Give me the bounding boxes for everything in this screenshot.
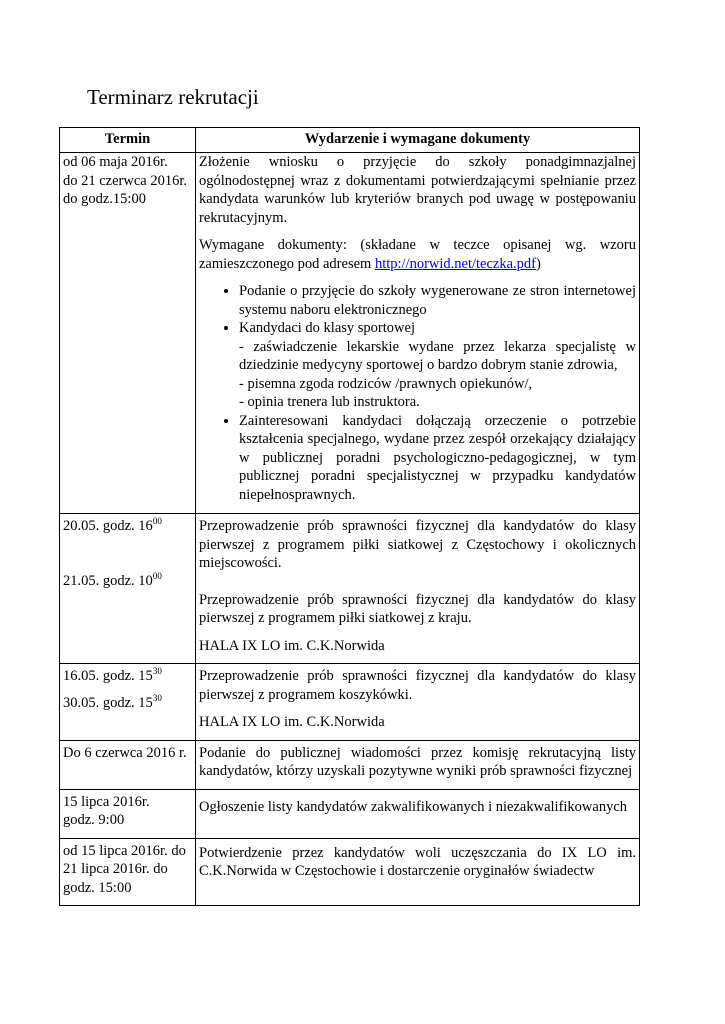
- term-line: do 21 czerwca 2016r.: [63, 172, 188, 189]
- table-row: [60, 153, 640, 514]
- term-line: 21 lipca 2016r. do: [63, 861, 168, 877]
- term-line: od 06 maja 2016r.: [63, 154, 168, 170]
- term-time: 20.05. godz. 16: [63, 518, 153, 534]
- term-cell: [60, 838, 196, 906]
- term-line: [63, 517, 192, 536]
- table-header-row: [60, 128, 640, 153]
- recruitment-schedule-table: [59, 127, 640, 906]
- sub-item: - opinia trenera lub instruktora.: [239, 394, 420, 410]
- list-item-text: Kandydaci do klasy sportowej: [239, 320, 415, 336]
- list-item: [239, 282, 636, 319]
- required-documents-list: [199, 282, 636, 504]
- term-line: do godz.15:00: [63, 191, 146, 207]
- sub-item: - zaświadczenie lekarskie wydane przez lekarza specjalistę w dziedzinie medycyny sportowej o bardzo dobrym stanie zdrowia,: [239, 338, 636, 373]
- term-line: [63, 667, 192, 686]
- term-cell: [60, 514, 196, 664]
- list-item: [239, 412, 636, 505]
- page-title: Terminarz rekrutacji: [87, 85, 259, 109]
- folder-template-link[interactable]: http://norwid.net/teczka.pdf: [374, 255, 537, 272]
- table-row: [60, 664, 640, 741]
- list-item: [239, 319, 636, 412]
- event-description: Potwierdzenie przez kandydatów woli uczęszczania do IX LO im. C.K.Norwida w Częstochowie i dostarczenie oryginałów świadectw: [199, 844, 636, 879]
- term-time: 21.05. godz. 10: [63, 572, 153, 589]
- term-minutes: 30: [152, 666, 162, 677]
- table-row: [60, 514, 640, 664]
- term-line: 15 lipca 2016r.: [63, 793, 150, 810]
- term-time: 16.05. godz. 15: [63, 668, 153, 684]
- event-description: Podanie do publicznej wiadomości przez komisję rekrutacyjną listy kandydatów, którzy uzyskali pozytywne wyniki prób sprawności fizycznej: [199, 744, 636, 779]
- event-cell: [196, 740, 640, 789]
- term-line: godz. 9:00: [63, 812, 125, 828]
- table-row: [60, 740, 640, 789]
- list-item-text: Zainteresowani kandydaci dołączają orzeczenie o potrzebie kształcenia specjalnego, wydane przez zespół orzekający działający w publicznej poradni psychologiczno-pedagogicznej, w tym publicznej poradni specjalistycznej w przypadku kandydatów niepełnosprawnych.: [239, 412, 636, 503]
- event-place: HALA IX LO im. C.K.Norwida: [199, 714, 385, 730]
- term-line: [63, 572, 192, 591]
- header-term: Termin: [60, 128, 196, 153]
- event-cell: [196, 789, 640, 838]
- term-line: od 15 lipca 2016r. do: [63, 842, 186, 859]
- term-cell: Do 6 czerwca 2016 r.: [60, 740, 196, 789]
- term-cell: [60, 789, 196, 838]
- header-event: Wydarzenie i wymagane dokumenty: [196, 128, 640, 153]
- docs-intro-text: Wymagane dokumenty: (składane w teczce opisanej wg. wzoru zamieszczonego pod adresem: [199, 237, 636, 272]
- term-cell: [60, 664, 196, 741]
- sub-item: - pisemna zgoda rodziców /prawnych opiekunów/,: [239, 375, 533, 392]
- term-line: [63, 694, 192, 713]
- event-cell: [196, 153, 640, 514]
- term-minutes: 00: [152, 570, 162, 581]
- event-cell: [196, 664, 640, 741]
- term-minutes: 00: [152, 516, 162, 527]
- required-documents-intro: [199, 236, 636, 273]
- event-description: Przeprowadzenie prób sprawności fizycznej dla kandydatów do klasy pierwszej z programem koszykówki.: [199, 668, 636, 703]
- table-row: [60, 838, 640, 906]
- table-row: [60, 789, 640, 838]
- term-minutes: 30: [152, 692, 162, 703]
- list-item-text: Podanie o przyjęcie do szkoły wygenerowane ze stron internetowej systemu naboru elektronicznego: [239, 283, 636, 318]
- event-cell: [196, 514, 640, 664]
- event-description: Przeprowadzenie prób sprawności fizycznej dla kandydatów do klasy pierwszej z programem piłki siatkowej z kraju.: [199, 591, 636, 626]
- term-cell: [60, 153, 196, 514]
- event-description: Złożenie wniosku o przyjęcie do szkoły ponadgimnazjalnej ogólnodostępnej wraz z dokumentami potwierdzającymi spełnianie przez kandydata warunków lub kryteriów branych pod uwagę w postępowaniu rekrutacyjnym.: [199, 154, 636, 226]
- term-time: 30.05. godz. 15: [63, 694, 153, 711]
- term-line: godz. 15:00: [63, 879, 132, 896]
- event-description: Ogłoszenie listy kandydatów zakwalifikowanych i niezakwalifikowanych: [199, 798, 628, 815]
- event-description: Przeprowadzenie prób sprawności fizycznej dla kandydatów do klasy pierwszej z programem piłki siatkowej z Częstochowy i okolicznych miejscowości.: [199, 518, 636, 571]
- event-place: HALA IX LO im. C.K.Norwida: [199, 637, 385, 654]
- event-cell: [196, 838, 640, 906]
- docs-close-text: ): [536, 255, 541, 272]
